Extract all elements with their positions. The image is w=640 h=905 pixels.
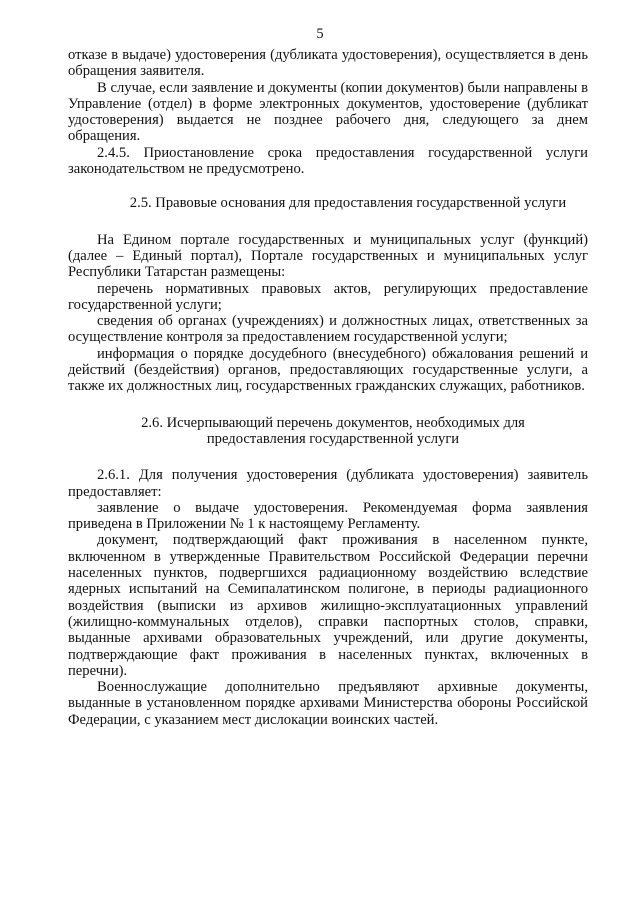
paragraph-continuation: отказе в выдаче) удостоверения (дубликата удостоверения), осуществляется в день обращения заявителя. xyxy=(68,47,588,80)
paragraph-portal: На Едином портале государственных и муниципальных услуг (функций) (далее – Единый портал), Портале государственных и муниципальных услуг Республики Татарстан размещены: xyxy=(68,231,588,281)
section-heading-2-6 xyxy=(68,415,588,448)
section-heading-2-5: 2.5. Правовые основания для предоставления государственной услуги xyxy=(129,195,567,212)
paragraph-residence-proof: документ, подтверждающий факт проживания в населенном пункте, включенном в утвержденные Правительством Российской Федерации перечни населенных пунктов, подвергшихся радиационному воздействию вследствие ядерных испытаний на Семипалатинском полигоне, в периоды радиационного воздействия (выписки из архивов жилищно-эксплуатационных управлений (жилищно-коммунальных отделов), справки паспортных столов, справки, выданные архивами образовательных учреждений, или другие документы, подтверждающие факт проживания в населенных пунктах, включенных в перечни). xyxy=(68,532,588,679)
paragraph-application: заявление о выдаче удостоверения. Рекомендуемая форма заявления приведена в Приложении № 1 к настоящему Регламенту. xyxy=(68,499,588,533)
paragraph-2-6-1: 2.6.1. Для получения удостоверения (дубликата удостоверения) заявитель предоставляет: xyxy=(68,467,588,500)
paragraph-electronic-docs: В случае, если заявление и документы (копии документов) были направлены в Управление (отдел) в форме электронных документов, удостоверение (дубликат удостоверения) выдается не позднее рабочего дня, следующего за днем обращения. xyxy=(68,79,588,145)
document-body xyxy=(68,47,588,728)
section-heading-2-6-line1: 2.6. Исчерпывающий перечень документов, необходимых для xyxy=(141,414,525,431)
paragraph-2-4-5: 2.4.5. Приостановление срока предоставления государственной услуги законодательством не предусмотрено. xyxy=(68,144,588,178)
paragraph-control-info: сведения об органах (учреждениях) и должностных лицах, ответственных за осуществление контроля за предоставлением государственной услуги; xyxy=(68,313,588,346)
page-number: 5 xyxy=(316,26,324,42)
paragraph-legal-acts: перечень нормативных правовых актов, регулирующих предоставление государственной услуги; xyxy=(68,280,588,313)
section-heading-2-6-line2: предоставления государственной услуги xyxy=(206,430,460,447)
paragraph-appeal-info: информация о порядке досудебного (внесудебного) обжалования решений и действий (бездействия) органов, предоставляющих государственные услуги, а также их должностных лиц, государственных гражданских служащих, работников. xyxy=(68,345,588,395)
paragraph-military: Военнослужащие дополнительно предъявляют архивные документы, выданные в установленном порядке архивами Министерства обороны Российской Федерации, с указанием мест дислокации воинских частей. xyxy=(68,679,588,728)
